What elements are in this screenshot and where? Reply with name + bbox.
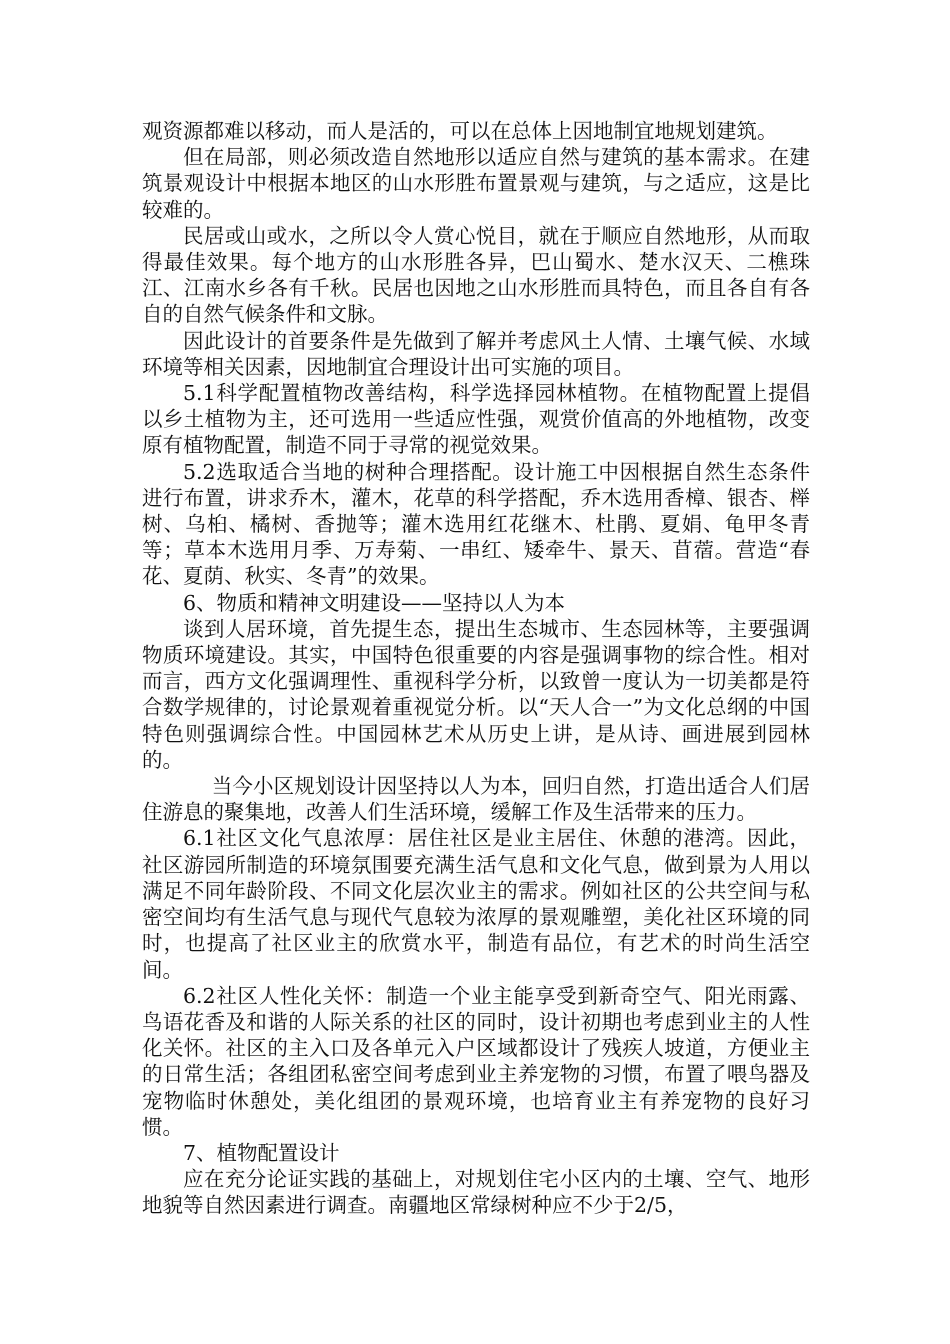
paragraph-6-intro: 谈到人居环境，首先提生态，提出生态城市、生态园林等，主要强调物质环境建设。其实，中国特色很重要的内容是强调事物的综合性。相对而言，西方文化强调理性、重视科学分析，以致曾一度认为一切美都是符合数学规律的，讨论景观着重视觉分析。以“天人合一”为文化总纲的中国特色则强调综合性。中国园林艺术从历史上讲，是从诗、画进展到园林的。: [142, 616, 810, 772]
paragraph-3: 民居或山或水，之所以令人赏心悦目，就在于顺应自然地形，从而取得最佳效果。每个地方的山水形胜各异，巴山蜀水、楚水汉天、二樵珠江、江南水乡各有千秋。民居也因地之山水形胜而具特色，而且各自有各自的自然气候条件和文脉。: [142, 223, 810, 327]
paragraph-7: 应在充分论证实践的基础上，对规划住宅小区内的土壤、空气、地形地貌等自然因素进行调查。南疆地区常绿树种应不少于2/5，: [142, 1167, 810, 1218]
section-heading-7: 7、植物配置设计: [183, 1140, 340, 1165]
paragraph-4: 因此设计的首要条件是先做到了解并考虑风土人情、土壤气候、水域环境等相关因素，因地制宜合理设计出可实施的项目。: [142, 328, 810, 379]
document-body: [142, 118, 810, 1219]
paragraph-6-2: 6.2社区人性化关怀：制造一个业主能享受到新奇空气、阳光雨露、鸟语花香及和谐的人际关系的社区的同时，设计初期也考虑到业主的人性化关怀。社区的主入口及各单元入户区域都设计了残疾人坡道，方便业主的日常生活；各组团私密空间考虑到业主养宠物的习惯，布置了喂鸟器及宠物临时休憩处，美化组团的景观环境，也培育业主有养宠物的良好习惯。: [142, 983, 810, 1139]
section-heading-6: 6、物质和精神文明建设——坚持以人为本: [183, 590, 566, 615]
paragraph-1: 观资源都难以移动，而人是活的，可以在总体上因地制宜地规划建筑。: [142, 119, 778, 143]
paragraph-2: 但在局部，则必须改造自然地形以适应自然与建筑的基本需求。在建筑景观设计中根据本地区的山水形胜布置景观与建筑，与之适应，这是比较难的。: [142, 145, 810, 222]
paragraph-6-1: 6.1社区文化气息浓厚：居住社区是业主居住、休憩的港湾。因此，社区游园所制造的环境氛围要充满生活气息和文化气息，做到景为人用以满足不同年龄阶段、不同文化层次业主的需求。例如社区的公共空间与私密空间均有生活气息与现代气息较为浓厚的景观雕塑，美化社区环境的同时，也提高了社区业主的欣赏水平，制造有品位，有艺术的时尚生活空间。: [142, 826, 810, 982]
paragraph-5-2: 5.2选取适合当地的树种合理搭配。设计施工中因根据自然生态条件进行布置，讲求乔木，灌木，花草的科学搭配，乔木选用香樟、银杏、榉树、乌桕、橘树、香抛等；灌木选用红花继木、杜鹃、夏娟、龟甲冬青等；草本木选用月季、万寿菊、一串红、矮牵牛、景天、苜蓿。营造“春花、夏荫、秋实、冬青”的效果。: [142, 459, 810, 589]
paragraph-5-1: 5.1科学配置植物改善结构，科学选择园林植物。在植物配置上提倡以乡土植物为主，还可选用一些适应性强，观赏价值高的外地植物，改变原有植物配置，制造不同于寻常的视觉效果。: [142, 381, 810, 458]
paragraph-6-people: 当今小区规划设计因坚持以人为本，回归自然，打造出适合人们居住游息的聚集地，改善人们生活环境，缓解工作及生活带来的压力。: [142, 774, 810, 825]
